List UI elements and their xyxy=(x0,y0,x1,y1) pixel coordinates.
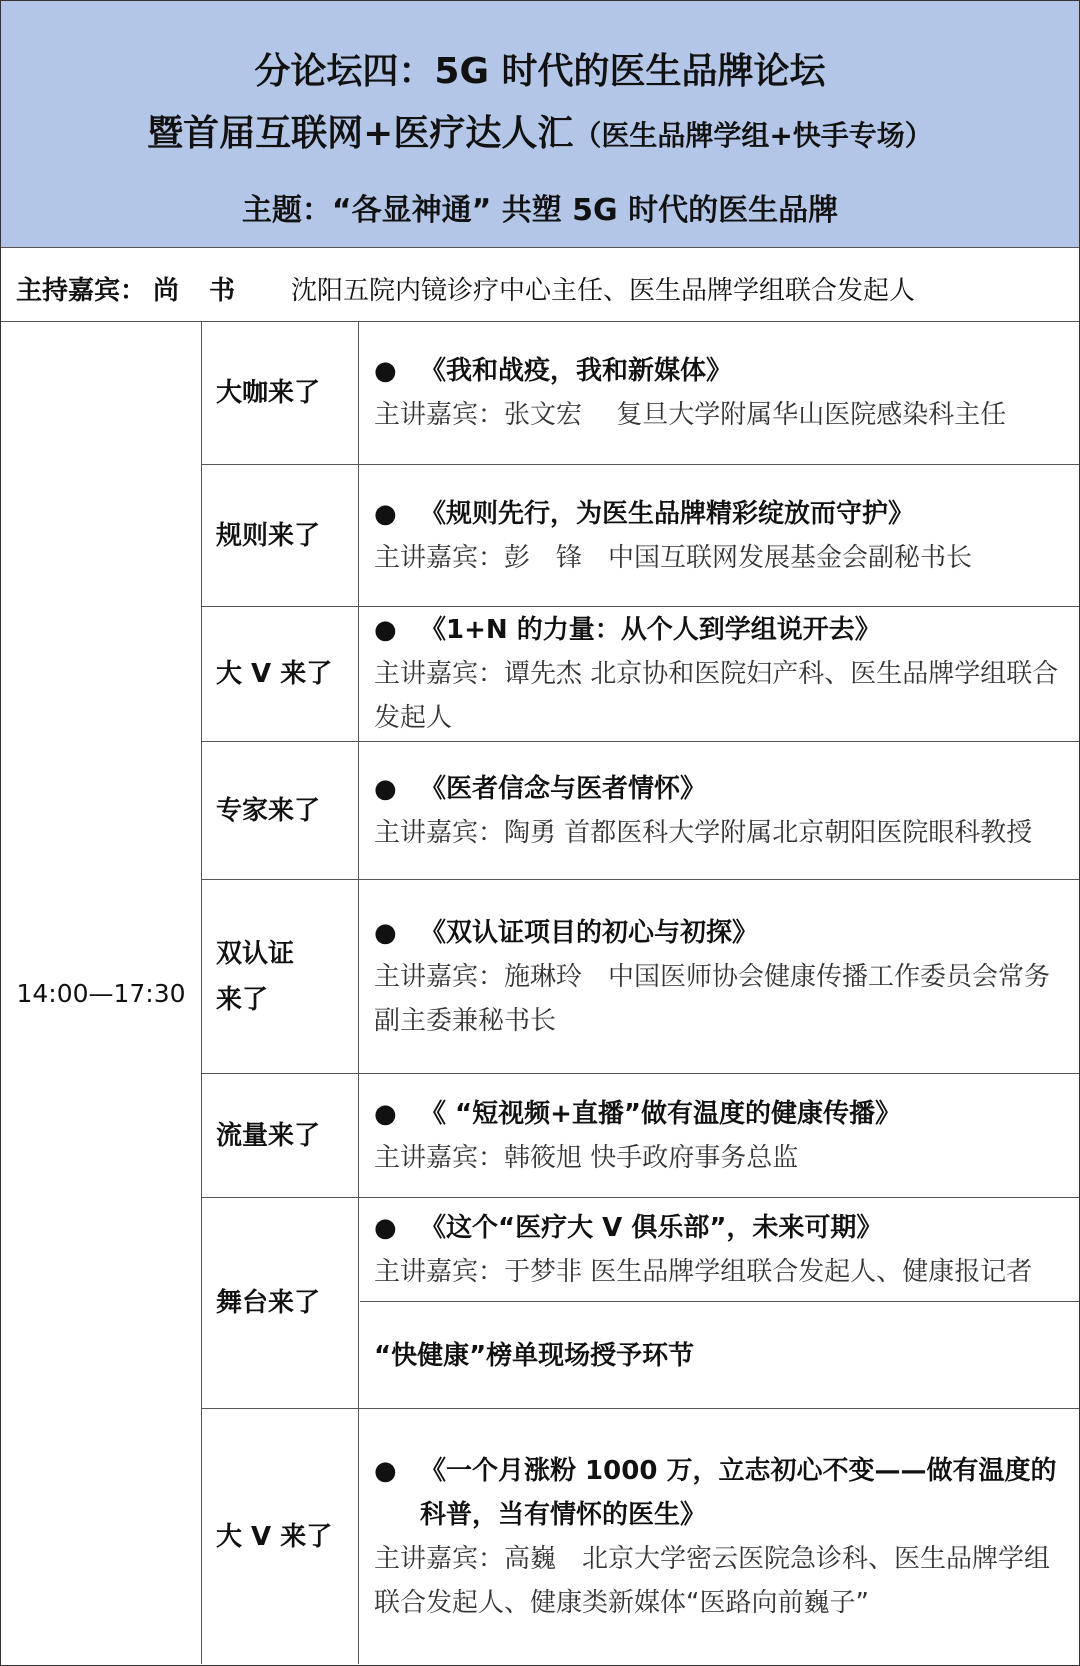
session-topic xyxy=(374,911,1067,955)
session-category: 舞台来了 xyxy=(202,1198,359,1408)
host-name: 尚书 xyxy=(153,276,266,306)
session-speaker: 主讲嘉宾：谭先杰 北京协和医院妇产科、医生品牌学组联合发起人 xyxy=(374,659,1059,733)
session-row xyxy=(202,1198,1079,1409)
bullet-icon: ● xyxy=(374,498,397,529)
session-category: 大咖来了 xyxy=(202,322,359,464)
session-topic-text: 《 “短视频+直播”做有温度的健康传播》 xyxy=(420,1098,902,1129)
session-topic-text: 《一个月涨粉 1000 万，立志初心不变——做有温度的科普，当有情怀的医生》 xyxy=(420,1455,1057,1530)
host-label: 主持嘉宾： xyxy=(16,276,147,306)
session-topic-text: 《我和战疫，我和新媒体》 xyxy=(420,356,733,386)
forum-title: 分论坛四：5G 时代的医生品牌论坛 xyxy=(254,51,826,92)
session-row xyxy=(202,1074,1079,1198)
session-category: 双认证来了 xyxy=(202,880,359,1073)
forum-subtitle xyxy=(1,105,1079,156)
session-category: 大 V 来了 xyxy=(202,607,359,741)
bullet-icon: ● xyxy=(374,917,397,948)
session-content xyxy=(360,322,1079,464)
forum-theme: 主题：“各显神通” 共塑 5G 时代的医生品牌 xyxy=(241,193,839,228)
session-speaker: 主讲嘉宾：韩筱旭 快手政府事务总监 xyxy=(374,1142,799,1173)
session-topic-text: 《医者信念与医者情怀》 xyxy=(420,773,707,804)
forum-subtitle-note: （医生品牌学组+快手专场） xyxy=(573,119,933,152)
session-topic xyxy=(374,492,1067,536)
session-topic-text: 《双认证项目的初心与初探》 xyxy=(420,917,759,948)
session-speaker: 主讲嘉宾：张文宏 复旦大学附属华山医院感染科主任 xyxy=(374,400,1007,430)
session-content xyxy=(360,1074,1079,1197)
forum-subtitle-main: 暨首届互联网+医疗达人汇 xyxy=(147,113,574,154)
bullet-icon: ● xyxy=(374,1455,397,1486)
bullet-icon: ● xyxy=(374,356,397,386)
session-category: 专家来了 xyxy=(202,742,359,879)
session-content xyxy=(360,880,1079,1073)
session-topic-text: 《这个“医疗大 V 俱乐部”，未来可期》 xyxy=(420,1212,883,1243)
bullet-icon: ● xyxy=(374,773,397,804)
session-speaker: 主讲嘉宾：高巍 北京大学密云医院急诊科、医生品牌学组联合发起人、健康类新媒体“医路向前巍子” xyxy=(374,1543,1051,1618)
session-speaker: 主讲嘉宾：施琳玲 中国医师协会健康传播工作委员会常务副主委兼秘书长 xyxy=(374,961,1051,1036)
bullet-icon: ● xyxy=(374,1212,397,1243)
session-row xyxy=(202,1409,1079,1664)
bullet-icon: ● xyxy=(374,1098,397,1129)
session-category: 流量来了 xyxy=(202,1074,359,1197)
session-topic xyxy=(374,1092,1067,1136)
bullet-icon: ● xyxy=(374,615,397,645)
session-speaker: 主讲嘉宾：陶勇 首都医科大学附属北京朝阳医院眼科教授 xyxy=(374,817,1033,848)
session-row xyxy=(202,465,1079,607)
session-topic xyxy=(374,767,1067,811)
session-topic xyxy=(374,608,1067,652)
session-category: 大 V 来了 xyxy=(202,1409,359,1664)
session-topic xyxy=(374,349,1067,393)
session-topic xyxy=(374,1206,1067,1250)
session-row xyxy=(202,880,1079,1074)
host-row xyxy=(1,248,1079,322)
time-cell: 14:00—17:30 xyxy=(1,322,202,1664)
session-content xyxy=(360,742,1079,879)
session-content xyxy=(360,465,1079,606)
forum-header xyxy=(1,1,1079,248)
session-speaker: 主讲嘉宾：于梦非 医生品牌学组联合发起人、健康报记者 xyxy=(374,1256,1033,1287)
session-topic xyxy=(374,1449,1067,1537)
session-row xyxy=(202,322,1079,465)
award-segment: “快健康”榜单现场授予环节 xyxy=(374,1340,695,1371)
session-content xyxy=(360,1409,1079,1664)
session-topic-text: 《1+N 的力量：从个人到学组说开去》 xyxy=(420,615,881,645)
session-category: 规则来了 xyxy=(202,465,359,606)
session-content xyxy=(360,607,1079,741)
session-row xyxy=(202,607,1079,742)
session-row xyxy=(202,742,1079,880)
session-content xyxy=(360,1198,1079,1302)
session-speaker: 主讲嘉宾：彭 锋 中国互联网发展基金会副秘书长 xyxy=(374,542,973,573)
session-topic-text: 《规则先行，为医生品牌精彩绽放而守护》 xyxy=(420,498,915,529)
host-description: 沈阳五院内镜诊疗中心主任、医生品牌学组联合发起人 xyxy=(291,276,916,306)
